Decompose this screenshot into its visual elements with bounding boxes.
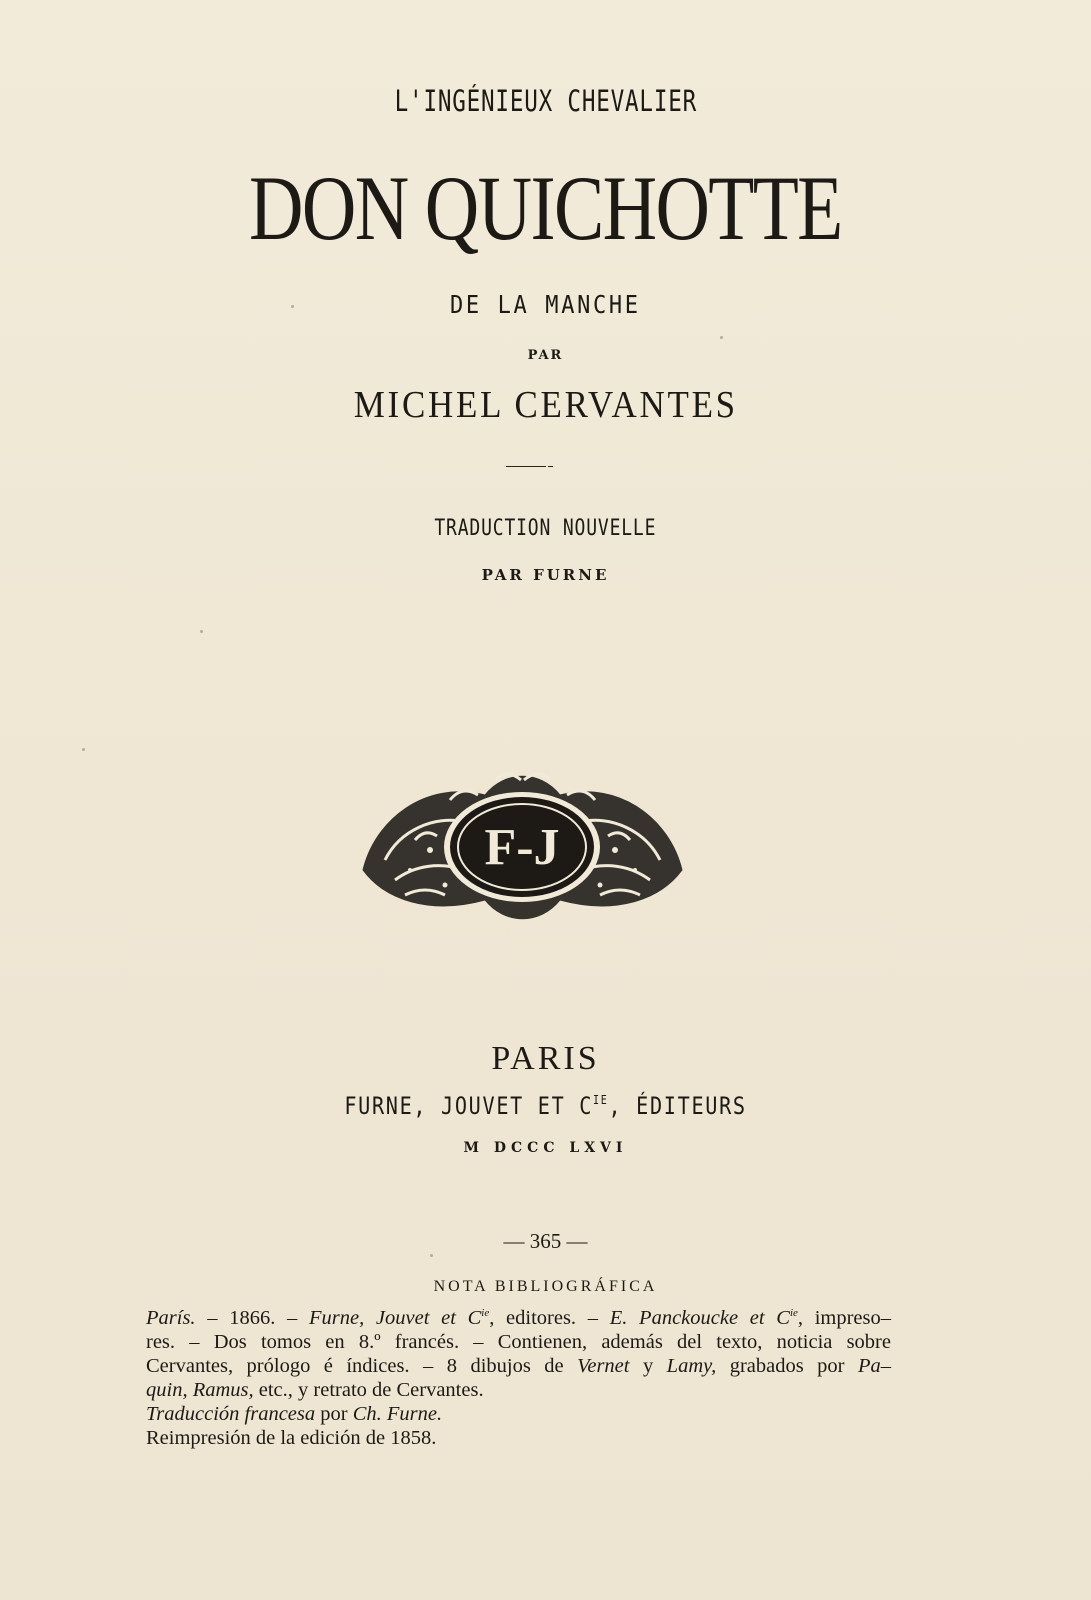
publisher-name: FURNE, JOUVET ET C: [344, 1092, 594, 1120]
book-title-text: DON QUICHOTTE: [249, 157, 842, 259]
paper-speck: [720, 336, 723, 339]
separator-rule: [506, 466, 546, 467]
biblio-illustrator-1: Vernet: [577, 1355, 630, 1377]
biblio-engraver-1a: Pa–: [857, 1355, 891, 1377]
emblem-monogram: F-J: [484, 819, 560, 876]
bibliography-line-3: [146, 1354, 891, 1378]
bibliography-heading: NOTA BIBLIOGRÁFICA: [433, 1278, 658, 1295]
biblio-l4-b: etc., y retrato de Cervantes.: [253, 1379, 484, 1401]
paper-speck: [200, 630, 203, 633]
paper-speck: [82, 748, 85, 751]
biblio-engravers: quin, Ramus,: [146, 1379, 254, 1401]
by-line: PAR: [527, 348, 564, 363]
subtitle-text: DE LA MANCHE: [450, 290, 641, 319]
biblio-illustrator-2: Lamy,: [666, 1355, 717, 1377]
subtitle-line: [0, 290, 1091, 319]
bibliography-line-6: Reimpresión de la edición de 1858.: [146, 1427, 437, 1449]
book-title: [0, 158, 1091, 258]
publication-year: M DCCC LXVI: [463, 1140, 628, 1156]
biblio-l3-c: y: [629, 1355, 667, 1377]
author-name: [0, 383, 1091, 427]
series-text: L'INGÉNIEUX CHEVALIER: [394, 84, 697, 118]
city: PARIS: [491, 1040, 600, 1077]
paper-speck: [291, 305, 294, 308]
biblio-translation: Traducción francesa: [146, 1403, 316, 1425]
bibliography-line-5: [146, 1402, 891, 1426]
bibliography-note: [146, 1301, 891, 1450]
biblio-city: París.: [146, 1307, 196, 1329]
translator-line: PAR FURNE: [481, 566, 610, 584]
publisher-emblem: [355, 750, 690, 930]
biblio-printer: E. Panckoucke et C: [609, 1307, 790, 1329]
biblio-printer-sup: ie: [789, 1307, 798, 1319]
biblio-publisher: Furne, Jouvet et C: [308, 1307, 482, 1329]
biblio-year: – 1866. –: [195, 1307, 309, 1329]
biblio-translator: Ch. Furne.: [352, 1403, 443, 1425]
biblio-impreso: , impreso–: [797, 1307, 892, 1329]
publisher-line: [0, 1092, 1091, 1120]
bibliography-line-2: res. – Dos tomos en 8.º francés. – Contienen, además del texto, noticia sobre: [146, 1331, 891, 1353]
publisher-superscript: IE: [593, 1093, 609, 1107]
publisher-text: [344, 1092, 746, 1120]
paper-speck: [430, 1254, 433, 1257]
translation-text: TRADUCTION NOUVELLE: [434, 516, 657, 541]
separator-rule-tail: [548, 466, 553, 467]
bibliography-line-1: [146, 1301, 891, 1330]
biblio-editores: , editores. –: [489, 1307, 610, 1329]
page-number: — 365 —: [503, 1229, 588, 1253]
bibliography-line-4: [146, 1378, 891, 1402]
series-line: [0, 84, 1091, 118]
biblio-publisher-sup: ie: [481, 1307, 490, 1319]
biblio-l5-b: por: [315, 1403, 353, 1425]
biblio-l3-e: grabados por: [716, 1355, 858, 1377]
biblio-l3-a: Cervantes, prólogo é índices. – 8 dibujos de: [146, 1355, 578, 1377]
author-name-text: MICHEL CERVANTES: [353, 384, 738, 426]
publisher-role: , ÉDITEURS: [608, 1092, 747, 1120]
translation-line: [0, 516, 1091, 541]
